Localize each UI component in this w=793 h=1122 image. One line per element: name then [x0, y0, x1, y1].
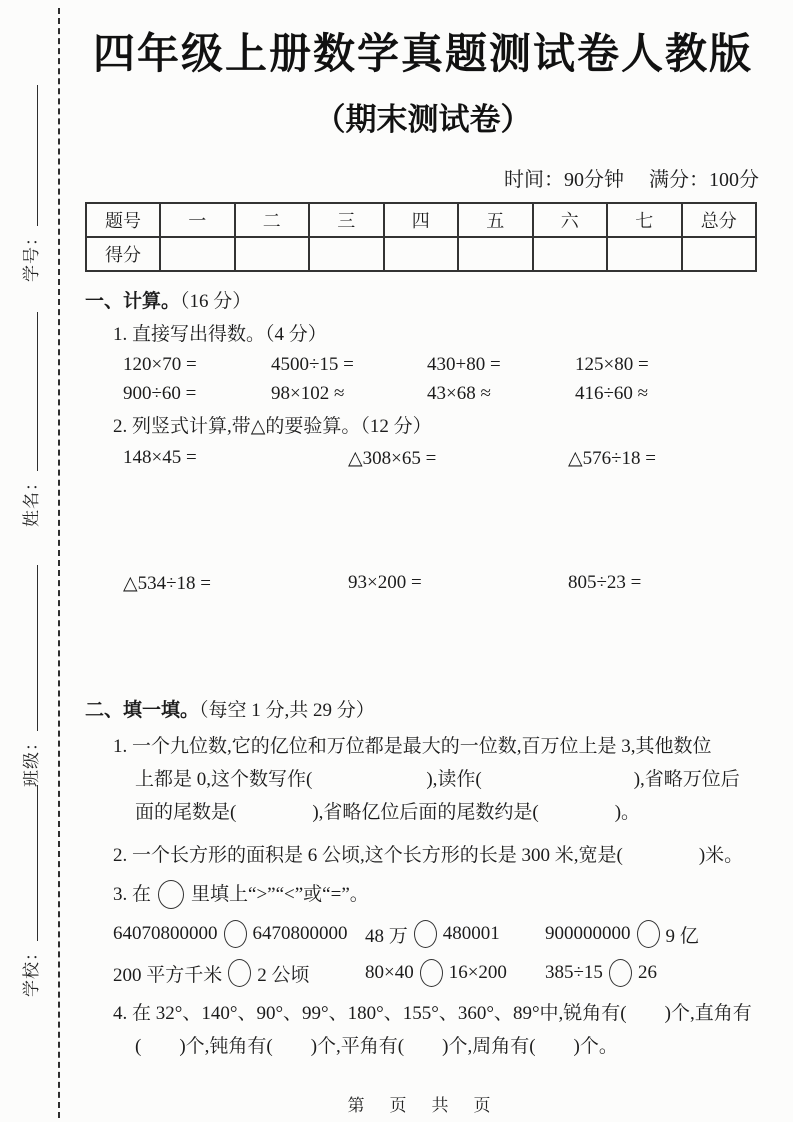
- section1-heading: [85, 286, 761, 313]
- student-name-field: [16, 312, 42, 527]
- vertical-calc-label: 2. 列竖式计算,带△的要验算。（12 分）: [113, 416, 432, 438]
- score-cell-empty: [458, 237, 533, 271]
- question-4: [85, 997, 761, 1063]
- class-label: 班级：: [22, 733, 41, 787]
- math-expression: △308×65 =: [348, 448, 437, 470]
- page-footer: 第 页 共 页: [347, 1096, 495, 1115]
- math-expression: 416÷60 ≈: [575, 383, 649, 405]
- score-header-cell: 题号: [86, 203, 160, 237]
- student-number-label: 学号：: [22, 228, 41, 282]
- question-1-line: 上都是 0,这个数写作( ),读作( ),省略万位后: [135, 769, 740, 791]
- school-field: [16, 785, 42, 997]
- comparison-row: [113, 959, 761, 987]
- comparison-left: 48 万: [365, 925, 408, 947]
- vertical-calc-row: [123, 447, 761, 470]
- comparison-item: [113, 920, 365, 948]
- comparison-circle-icon: [158, 880, 184, 909]
- score-header-cell: 总分: [682, 203, 757, 237]
- math-expression: 805÷23 =: [568, 572, 642, 594]
- score-header-cell: 二: [235, 203, 310, 237]
- vertical-calc-row: [123, 572, 761, 595]
- question-3-prefix: 3. 在: [113, 884, 152, 906]
- score-header-cell: 四: [384, 203, 459, 237]
- comparison-item: [545, 959, 657, 987]
- score-cell-empty: [160, 237, 235, 271]
- score-header-cell: 一: [160, 203, 235, 237]
- time-score-info: 时间：90分钟 满分：100分: [504, 169, 759, 192]
- section2-heading-title: 二、填一填。: [85, 700, 200, 722]
- comparison-right: 26: [637, 962, 657, 984]
- math-expression: 4500÷15 =: [271, 354, 354, 376]
- comparison-left: 80×40: [365, 962, 414, 984]
- math-expression: △576÷18 =: [568, 448, 657, 470]
- question-1-line: 面的尾数是( ),省略亿位后面的尾数约是( )。: [135, 802, 641, 824]
- section2-heading-points: （每空 1 分,共 29 分）: [199, 700, 375, 722]
- student-name-label: 姓名：: [22, 473, 41, 527]
- question-3-label: [113, 878, 761, 911]
- direct-calc-label: 1. 直接写出得数。（4 分）: [113, 324, 327, 346]
- math-expression: 43×68 ≈: [427, 383, 491, 405]
- question-4-line: ( )个,钝角有( )个,平角有( )个,周角有( )个。: [135, 1036, 618, 1058]
- comparison-right: 16×200: [448, 962, 507, 984]
- student-number-blank-line: [37, 85, 38, 226]
- comparison-left: 64070800000: [113, 923, 218, 945]
- score-header-cell: 三: [309, 203, 384, 237]
- cut-dashed-line: [58, 8, 60, 1118]
- score-table-header-row: [86, 203, 756, 237]
- score-row-label: 得分: [86, 237, 160, 271]
- comparison-right: 480001: [442, 923, 500, 945]
- comparison-left: 900000000: [545, 923, 631, 945]
- comparison-left: 385÷15: [545, 962, 603, 984]
- question-1: [85, 730, 761, 829]
- math-expression: 98×102 ≈: [271, 383, 345, 405]
- score-header-cell: 五: [458, 203, 533, 237]
- school-blank-line: [37, 785, 38, 941]
- class-blank-line: [37, 565, 38, 731]
- score-table: [85, 202, 757, 272]
- question-3-suffix: 里填上“>”“<”或“=”。: [191, 884, 369, 906]
- math-expression: 430+80 =: [427, 354, 501, 376]
- comparison-circle-icon: [224, 920, 247, 948]
- math-expression: 148×45 =: [123, 447, 197, 469]
- comparison-row: [113, 920, 761, 948]
- school-label: 学校：: [22, 943, 41, 997]
- direct-calc-row: [123, 383, 761, 405]
- paper-title: 四年级上册数学真题测试卷人教版: [92, 30, 753, 77]
- section1-heading-title: 一、计算。: [85, 291, 181, 313]
- section2-heading: [85, 695, 761, 722]
- student-name-blank-line: [37, 312, 38, 471]
- comparison-item: [365, 920, 545, 948]
- comparison-circle-icon: [609, 959, 632, 987]
- paper-content: [85, 0, 761, 1063]
- comparison-item: [545, 920, 699, 948]
- question-4-line: 4. 在 32°、140°、90°、99°、180°、155°、360°、89°中,锐角有( )个,直角有: [113, 1003, 752, 1025]
- comparison-circle-icon: [228, 959, 251, 987]
- question-2: 2. 一个长方形的面积是 6 公顷,这个长方形的长是 300 米,宽是( )米。: [113, 845, 744, 867]
- score-header-cell: 六: [533, 203, 608, 237]
- score-cell-empty: [533, 237, 608, 271]
- score-cell-empty: [235, 237, 310, 271]
- student-number-field: [16, 85, 42, 282]
- comparison-item: [365, 959, 545, 987]
- direct-calc-row: [123, 354, 761, 376]
- score-cell-empty: [607, 237, 682, 271]
- question-1-line: 1. 一个九位数,它的亿位和万位都是最大的一位数,百万位上是 3,其他数位: [113, 736, 712, 758]
- comparison-right: 9 亿: [665, 925, 699, 947]
- comparison-right: 2 公顷: [257, 964, 310, 986]
- comparison-left: 200 平方千米: [113, 964, 223, 986]
- score-header-cell: 七: [607, 203, 682, 237]
- paper-subtitle: （期末测试卷）: [314, 102, 532, 138]
- score-cell-empty: [682, 237, 757, 271]
- comparison-circle-icon: [420, 959, 443, 987]
- section1-heading-points: （16 分）: [180, 291, 252, 313]
- class-field: [16, 565, 42, 787]
- comparison-circle-icon: [414, 920, 437, 948]
- score-cell-empty: [309, 237, 384, 271]
- math-expression: △534÷18 =: [123, 573, 212, 595]
- math-expression: 900÷60 =: [123, 383, 197, 405]
- comparison-right: 6470800000: [252, 923, 348, 945]
- math-expression: 93×200 =: [348, 572, 422, 594]
- math-expression: 125×80 =: [575, 354, 649, 376]
- score-table-score-row: [86, 237, 756, 271]
- score-cell-empty: [384, 237, 459, 271]
- comparison-circle-icon: [637, 920, 660, 948]
- comparison-item: [113, 959, 365, 987]
- math-expression: 120×70 =: [123, 354, 197, 376]
